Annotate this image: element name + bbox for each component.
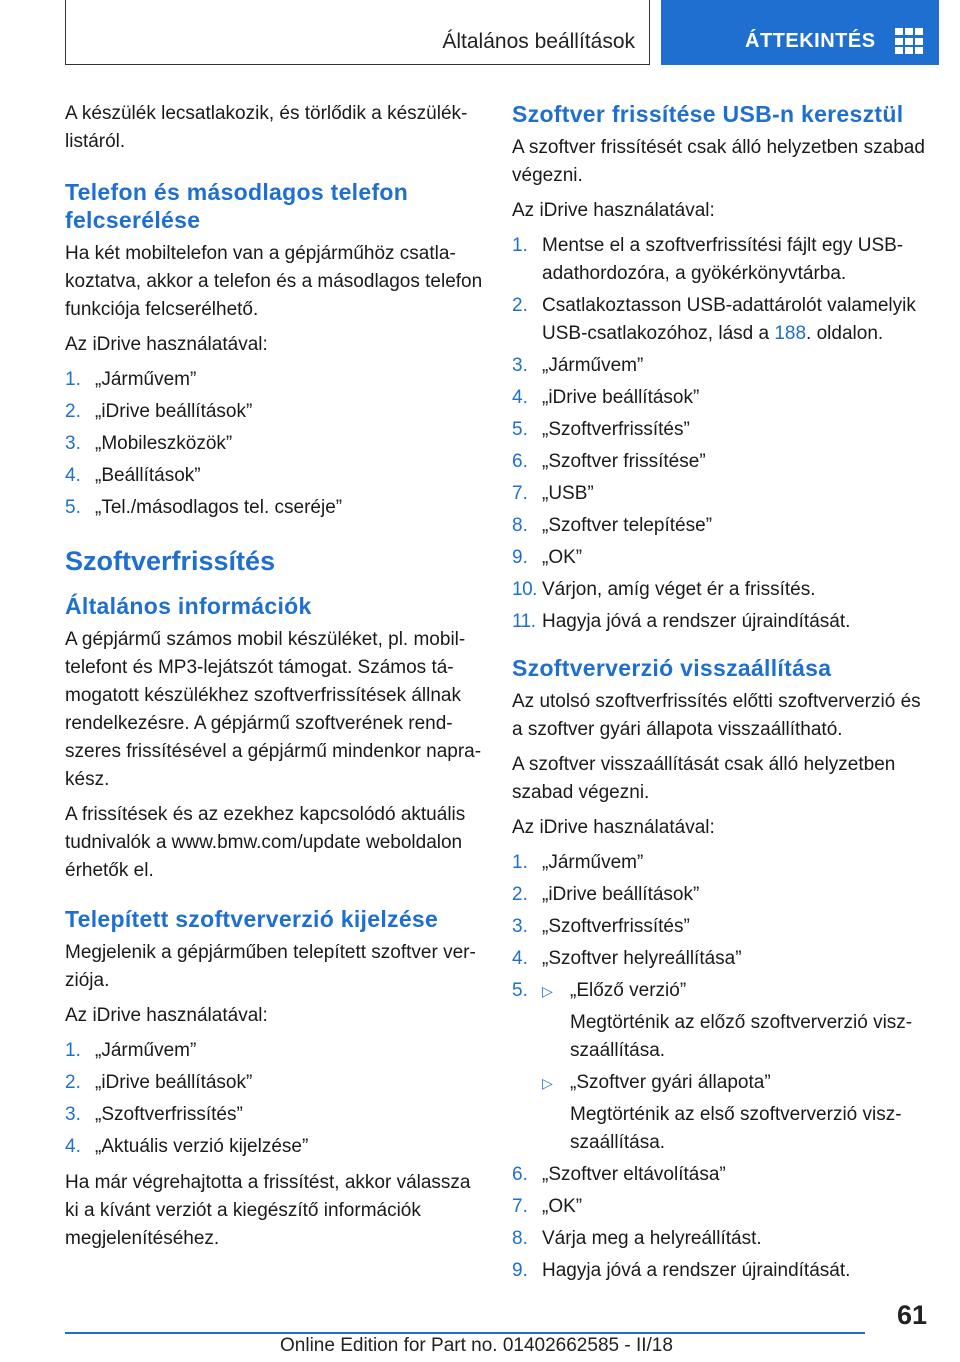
step-text: „iDrive beállítások” — [95, 401, 253, 422]
list-item — [512, 544, 930, 572]
list-item — [65, 1101, 483, 1129]
page-number: 61 — [897, 1300, 928, 1330]
option-note: Megtörténik az első szoftververzió viszszaállítása. — [570, 1104, 902, 1153]
section-header — [65, 0, 650, 65]
right-column — [512, 100, 930, 1293]
restore-steps-continued — [512, 1161, 930, 1285]
usb-steps-continued — [512, 352, 930, 636]
left-column — [65, 100, 483, 1260]
update-heading: Szoftverfrissítés — [65, 546, 276, 576]
step-text: „Beállítások” — [95, 465, 201, 486]
swap-steps — [65, 366, 483, 522]
step-text: „Szoftverfrissítés” — [95, 1104, 243, 1125]
option-item — [542, 977, 930, 1065]
step-text: „Szoftver eltávolítása” — [542, 1164, 726, 1185]
page-reference-link[interactable]: 188 — [774, 323, 807, 344]
triangle-bullet-icon: ▷ — [542, 983, 553, 999]
step-number: 2. — [65, 1072, 81, 1093]
step-number: 11. — [512, 611, 536, 632]
swap-text: Ha két mobiltelefon van a gépjárműhöz csatlakoztatva, akkor a telefon és a másodlagos telefon funkciója felcserélhető. — [65, 243, 483, 320]
restore-options — [542, 977, 930, 1157]
usb-steps — [512, 232, 930, 348]
step-number: 6. — [512, 1164, 528, 1185]
step-number: 9. — [512, 1260, 528, 1281]
restore-heading: Szoftververzió visszaállítása — [512, 655, 832, 681]
step-number: 3. — [65, 433, 81, 454]
installed-after: Ha már végrehajtotta a frissítést, akkor válassza ki a kívánt verziót a kiegészítő információk megjelenítéséhez. — [65, 1172, 471, 1249]
step-text: „USB” — [542, 483, 594, 504]
step-number: 4. — [512, 387, 528, 408]
swap-idrive: Az iDrive használatával: — [65, 334, 268, 355]
option-item — [542, 1069, 930, 1157]
step-number: 9. — [512, 547, 528, 568]
restore-idrive: Az iDrive használatával: — [512, 817, 715, 838]
installed-text: Megjelenik a gépjárműben telepített szoftver verziója. — [65, 942, 476, 991]
general-heading: Általános információk — [65, 593, 312, 619]
triangle-bullet-icon: ▷ — [542, 1075, 553, 1091]
step-number: 8. — [512, 1228, 528, 1249]
step-number: 5. — [512, 980, 528, 1001]
intro-text: A készülék lecsatlakozik, és törlődik a készüléklistáról. — [65, 103, 468, 152]
step-text: „iDrive beállítások” — [542, 387, 700, 408]
step-text: Mentse el a szoftverfrissítési fájlt egy USB-adathordozóra, a gyökérkönyvtárba. — [542, 235, 904, 284]
restore-text-1: Az utolsó szoftverfrissítés előtti szoftververzió és a szoftver gyári állapota visszaállítható. — [512, 691, 921, 740]
step-text: „OK” — [542, 547, 583, 568]
step-text: „Szoftver helyreállítása” — [542, 948, 742, 969]
step-text: „Mobileszközök” — [95, 433, 233, 454]
list-item — [512, 1193, 930, 1221]
step-text: „Szoftverfrissítés” — [542, 419, 690, 440]
edition-text: Online Edition for Part no. 01402662585 - II/18 — [280, 1335, 673, 1356]
installed-steps — [65, 1037, 483, 1161]
footer-divider — [65, 1332, 865, 1334]
step-text: Várja meg a helyreállítást. — [542, 1228, 762, 1249]
step-number: 2. — [512, 884, 528, 905]
step-text: Csatlakoztasson USB-adattárolót valamelyik USB-csatlakozóhoz, lásd a — [542, 295, 916, 344]
usb-idrive: Az iDrive használatával: — [512, 200, 715, 221]
list-item — [65, 1133, 483, 1161]
step-number: 7. — [512, 483, 528, 504]
step-number: 2. — [512, 295, 528, 316]
installed-heading: Telepített szoftververzió kijelzése — [65, 906, 439, 932]
step-number: 1. — [512, 852, 528, 873]
step-number: 1. — [65, 369, 81, 390]
step-number: 3. — [512, 916, 528, 937]
option-text: „Szoftver gyári állapota” — [570, 1072, 771, 1093]
step-number: 2. — [65, 401, 81, 422]
restore-text-2: A szoftver visszaállítását csak álló helyzetben szabad végezni. — [512, 754, 896, 803]
list-item — [512, 576, 930, 604]
general-text-1: A gépjármű számos mobil készüléket, pl. mobiltelefont és MP3-lejátszót támogat. Számos támogatott készülékhez szoftverfrissítések állnak rendelkezésre. A gépjármű szoftverének rendszeres frissítésével a gépjármű mindenkor naprakész. — [65, 629, 482, 790]
step-number: 3. — [512, 355, 528, 376]
step-number: 7. — [512, 1196, 528, 1217]
list-item — [65, 462, 483, 490]
list-item — [65, 1037, 483, 1065]
step-number: 1. — [65, 1040, 81, 1061]
section-title: Általános beállítások — [442, 30, 635, 53]
list-item — [512, 448, 930, 476]
list-item — [512, 512, 930, 540]
list-item — [65, 1069, 483, 1097]
step-text: „Járművem” — [95, 369, 197, 390]
list-item — [512, 1225, 930, 1253]
list-item — [512, 1161, 930, 1189]
step-number: 5. — [65, 497, 81, 518]
list-item — [512, 608, 930, 636]
step-number: 4. — [65, 1136, 81, 1157]
list-item — [512, 945, 930, 973]
restore-step-5 — [512, 977, 930, 1157]
step-text: Várjon, amíg véget ér a frissítés. — [542, 579, 816, 600]
list-item — [512, 292, 930, 348]
list-item — [65, 430, 483, 458]
option-note: Megtörténik az előző szoftververzió viszszaállítása. — [570, 1012, 913, 1061]
list-item — [512, 913, 930, 941]
step-text: Hagyja jóvá a rendszer újraindítását. — [542, 1260, 851, 1281]
restore-steps — [512, 849, 930, 973]
step-text: „iDrive beállítások” — [542, 884, 700, 905]
list-item — [65, 494, 483, 522]
swap-heading: Telefon és másodlagos telefon felcserélése — [65, 179, 409, 233]
step-text: „Szoftverfrissítés” — [542, 916, 690, 937]
usb-heading: Szoftver frissítése USB-n keresztül — [512, 101, 904, 127]
step-text-suffix: . oldalon. — [806, 323, 884, 344]
list-item — [512, 977, 930, 1157]
step-number: 4. — [512, 948, 528, 969]
step-text: „iDrive beállítások” — [95, 1072, 253, 1093]
step-text: „Járművem” — [542, 852, 644, 873]
list-item — [512, 352, 930, 380]
list-item — [512, 384, 930, 412]
step-number: 1. — [512, 235, 528, 256]
list-item — [512, 881, 930, 909]
list-item — [65, 366, 483, 394]
step-number: 10. — [512, 579, 537, 600]
step-number: 4. — [65, 465, 81, 486]
step-text: „Aktuális verzió kijelzése” — [95, 1136, 309, 1157]
step-number: 6. — [512, 451, 528, 472]
installed-idrive: Az iDrive használatával: — [65, 1005, 268, 1026]
step-number: 5. — [512, 419, 528, 440]
list-item — [512, 480, 930, 508]
step-text: Hagyja jóvá a rendszer újraindítását. — [542, 611, 851, 632]
list-item — [65, 398, 483, 426]
list-item — [512, 849, 930, 877]
step-text: „Járművem” — [95, 1040, 197, 1061]
general-text-2: A frissítések és az ezekhez kapcsolódó aktuális tudnivalók a www.bmw.com/update weboldalon érhetők el. — [65, 804, 466, 881]
list-item — [512, 416, 930, 444]
step-text: „OK” — [542, 1196, 583, 1217]
list-item — [512, 232, 930, 288]
step-text: „Tel./másodlagos tel. cseréje” — [95, 497, 343, 518]
step-text: „Járművem” — [542, 355, 644, 376]
overview-link[interactable] — [661, 0, 939, 65]
option-text: „Előző verzió” — [570, 980, 687, 1001]
step-number: 3. — [65, 1104, 81, 1125]
step-number: 8. — [512, 515, 528, 536]
grid-menu-icon[interactable] — [895, 28, 923, 54]
list-item — [512, 1257, 930, 1285]
step-text: „Szoftver frissítése” — [542, 451, 706, 472]
step-text: „Szoftver telepítése” — [542, 515, 713, 536]
overview-label[interactable]: ÁTTEKINTÉS — [745, 30, 876, 52]
usb-text: A szoftver frissítését csak álló helyzetben szabad végezni. — [512, 137, 925, 186]
